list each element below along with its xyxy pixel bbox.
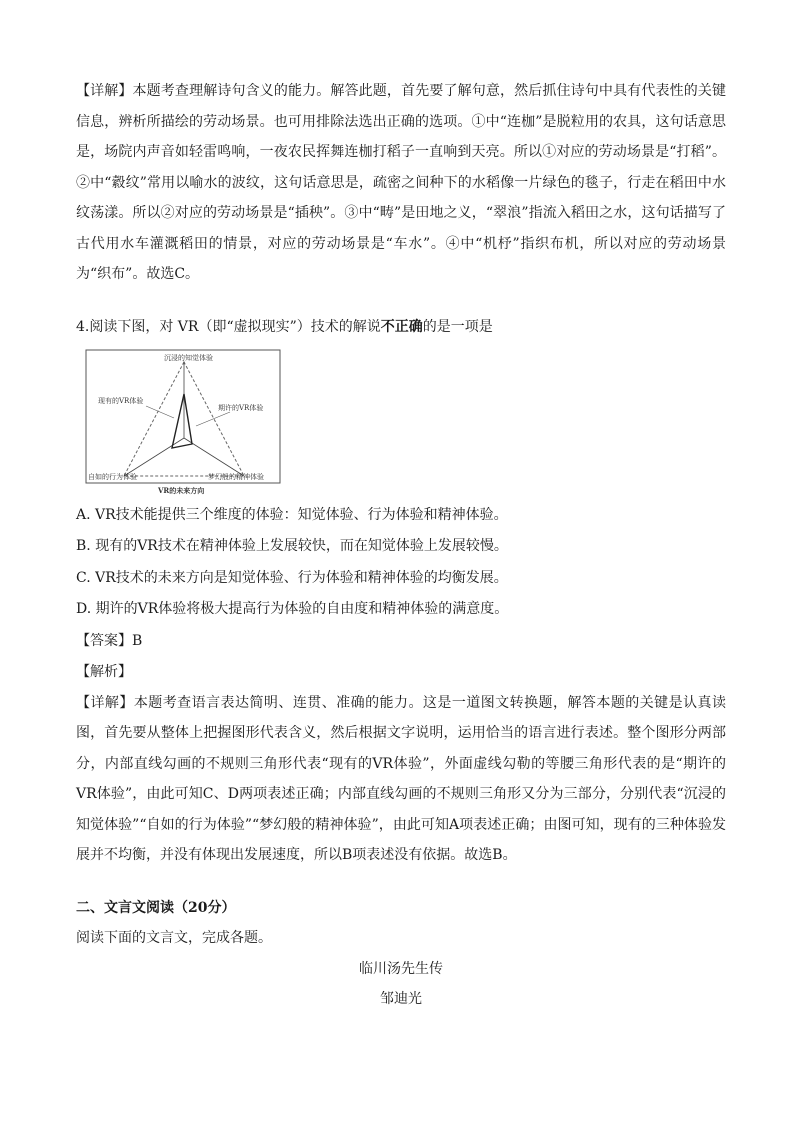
label-behavior: 自如的行为体验 xyxy=(88,472,137,481)
analysis-label: 【解析】 xyxy=(76,663,132,680)
text-title: 临川汤先生传 xyxy=(359,960,443,977)
question-4-suffix: 的是一项是 xyxy=(422,318,493,335)
option-d: D. 期许的VR体验将极大提高行为体验的自由度和精神体验的满意度。 xyxy=(76,601,509,617)
axis-behavior xyxy=(124,438,184,476)
answer-line: 【答案】B xyxy=(76,632,143,649)
text-author: 邹迪光 xyxy=(380,990,422,1007)
analysis-paragraph-q3: 【详解】本题考查理解诗句含义的能力。解答此题，首先要了解句意，然后抓住诗句中具有代表性的关键信息，辨析所描绘的劳动场景。也可用排除法选出正确的选项。①中“连枷”是脱粒用的农具，这句话意思是，场院内声音如轻雷鸣响，一夜农民挥舞连枷打稻子一直响到天亮。所以①对应的劳动场景是“打稻”。②中“縠纹”常用以喻水的波纹，这句话意思是，疏密之间种下的水稻像一片绿色的毯子，行走在稻田中水纹荡漾。所以②对应的劳动场景是“插秧”。③中“畴”是田地之义，“翠浪”指流入稻田之水，这句话描写了古代用水车灌溉稻田的情景，对应的劳动场景是“车水”。④中“机杼”指织布机，所以对应的劳动场景为“织布”。故选C。 xyxy=(76,83,726,282)
document-page xyxy=(76,76,726,1014)
question-4-stem xyxy=(76,312,726,342)
diagram-caption: VR的未来方向 xyxy=(158,485,205,495)
label-current-vr: 现有的VR体验 xyxy=(98,396,144,405)
label-spirit: 梦幻般的精神体验 xyxy=(208,472,264,481)
question-4-prefix: 4.阅读下图，对 VR（即“虚拟现实”）技术的解说 xyxy=(76,318,381,335)
section-instruction: 阅读下面的文言文，完成各题。 xyxy=(76,929,272,946)
analysis-paragraph-q4: 【详解】本题考查语言表达简明、连贯、准确的能力。这是一道图文转换题，解答本题的关键是认真读图，首先要从整体上把握图形代表含义，然后根据文字说明，运用恰当的语言进行表述。整个图形分两部分，内部直线勾画的不规则三角形代表“现有的VR体验”，外面虚线勾勒的等腰三角形代表的是“期许的VR体验”，由此可知C、D两项表述正确；内部直线勾画的不规则三角形又分为三部分，分别代表“沉浸的知觉体验”“自如的行为体验”“梦幻般的精神体验”，由此可知A项表述正确；由图可知，现有的三种体验发展并不均衡，并没有体现出发展速度，所以B项表述没有依据。故选B。 xyxy=(76,694,726,863)
section-heading: 二、文言文阅读（20分） xyxy=(76,899,236,916)
label-perception: 沉浸的知觉体验 xyxy=(164,353,213,362)
diagram-frame xyxy=(86,350,280,483)
current-vr-triangle xyxy=(172,394,192,448)
right-label-pointer xyxy=(196,412,230,426)
question-4-emphasis: 不正确 xyxy=(380,318,423,335)
option-b: B. 现有的VR技术在精神体验上发展较快，而在知觉体验上发展较慢。 xyxy=(76,538,508,554)
label-expected-vr: 期许的VR体验 xyxy=(218,403,264,412)
axis-spirit xyxy=(184,438,244,476)
vr-diagram xyxy=(84,348,284,496)
option-c: C. VR技术的未来方向是知觉体验、行为体验和精神体验的均衡发展。 xyxy=(76,569,508,586)
option-a: A. VR技术能提供三个维度的体验：知觉体验、行为体验和精神体验。 xyxy=(76,506,508,523)
